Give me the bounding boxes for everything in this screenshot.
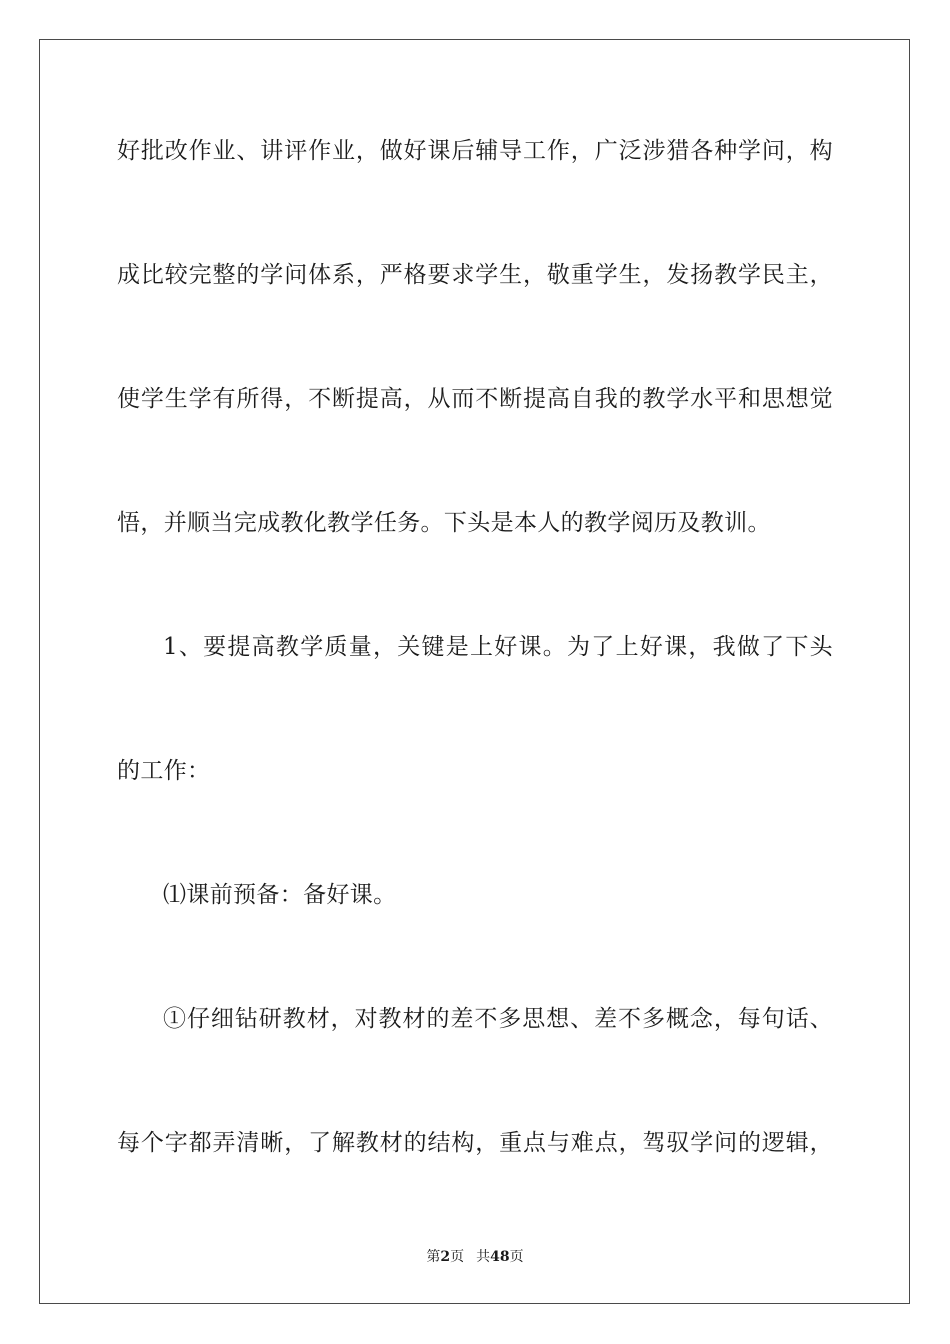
page-suffix: 页	[450, 1249, 465, 1265]
text-line-2: 成比较完整的学问体系，严格要求学生，敬重学生，发扬教学民主，	[117, 262, 833, 288]
total-prefix: 共	[476, 1249, 491, 1265]
page-number: 2	[440, 1249, 451, 1265]
text-line-5: 1、要提高教学质量，关键是上好课。为了上好课，我做了下头	[163, 634, 833, 660]
text-line-6: 的工作：	[117, 758, 211, 784]
page-footer	[0, 1248, 950, 1266]
text-line-3: 使学生学有所得，不断提高，从而不断提高自我的教学水平和思想觉	[117, 386, 833, 412]
text-line-8: ①仔细钻研教材，对教材的差不多思想、差不多概念，每句话、	[163, 1006, 833, 1032]
text-line-9: 每个字都弄清晰，了解教材的结构，重点与难点，驾驭学问的逻辑，	[117, 1130, 833, 1156]
text-line-1: 好批改作业、讲评作业，做好课后辅导工作，广泛涉猎各种学问，构	[117, 138, 833, 164]
text-line-7: ⑴课前预备：备好课。	[163, 882, 397, 908]
text-line-4: 悟，并顺当完成教化教学任务。下头是本人的教学阅历及教训。	[117, 510, 771, 536]
page-border	[39, 39, 910, 1304]
page-prefix: 第	[426, 1249, 441, 1265]
total-pages: 48	[490, 1249, 510, 1265]
total-suffix: 页	[509, 1249, 524, 1265]
